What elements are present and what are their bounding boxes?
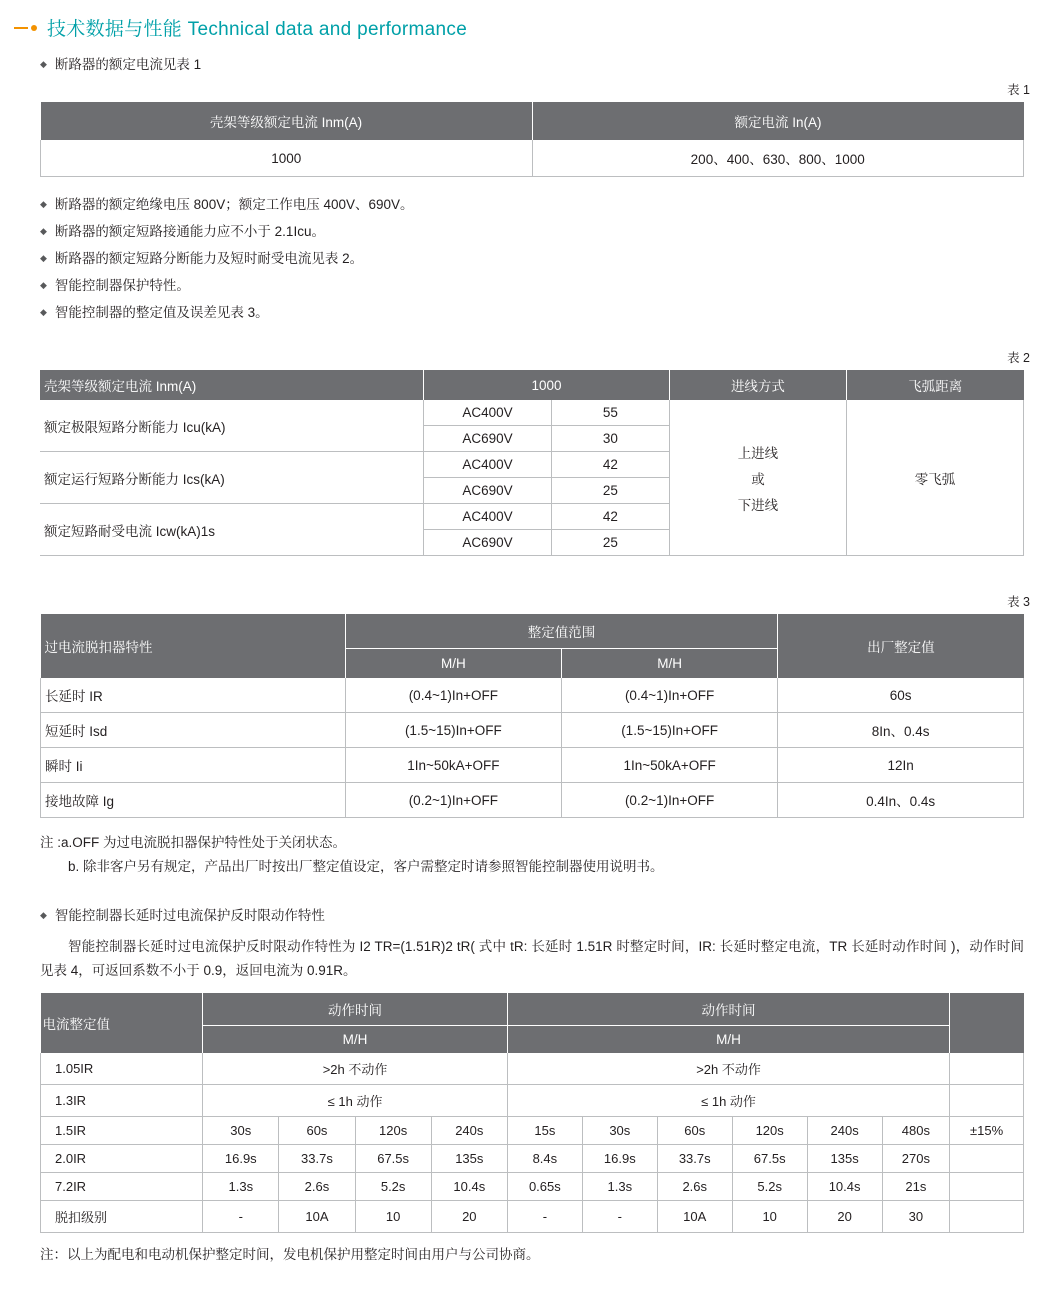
table2-arc-cell: 零飞弧 [846, 400, 1023, 556]
table4-row-label: 1.5IR [41, 1117, 203, 1145]
table-row [41, 678, 1024, 713]
table2-voltage: AC400V [424, 400, 552, 426]
diamond-icon: ◆ [40, 59, 47, 69]
table2-value: 30 [551, 426, 669, 452]
table3-subheader-mh-2: M/H [561, 649, 777, 679]
table4-value: 135s [807, 1145, 882, 1173]
bullet-label: 断路器的额定短路接通能力应不小于 2.1Icu。 [54, 224, 325, 239]
table2-header-frame: 壳架等级额定电流 Inm(A) [40, 370, 424, 400]
table3-factory: 0.4In、0.4s [778, 783, 1024, 818]
table-row [41, 614, 1024, 649]
table4-value: 16.9s [203, 1145, 279, 1173]
table3-row-label: 短延时 Isd [41, 713, 346, 748]
table4-value: 240s [431, 1117, 507, 1145]
note-a: 注 :a.OFF 为过电流脱扣器保护特性处于关闭状态。 [40, 835, 347, 850]
table4-value: 2.6s [279, 1173, 355, 1201]
table1-header-frame: 壳架等级额定电流 Inm(A) [41, 102, 533, 140]
bullet-item [40, 276, 1064, 295]
dash-icon [14, 27, 28, 29]
table4-row-label: 7.2IR [41, 1173, 203, 1201]
table4-tolerance [950, 1085, 1024, 1117]
table2-header-incoming: 进线方式 [669, 370, 846, 400]
table2-caption: 表 2 [1007, 351, 1030, 365]
bullet-label: 智能控制器长延时过电流保护反时限动作特性 [54, 908, 325, 923]
bullet-label: 断路器的额定绝缘电压 800V；额定工作电压 400V、690V。 [54, 197, 414, 212]
table4-subheader-mh-2: M/H [507, 1026, 949, 1054]
table-row [41, 1201, 1024, 1233]
table4-value: 67.5s [732, 1145, 807, 1173]
table3-range-2: (0.2~1)In+OFF [561, 783, 777, 818]
table4-header-current-setting: 电流整定值 [41, 993, 203, 1053]
table4-value: 135s [431, 1145, 507, 1173]
incoming-line: 或 [751, 471, 765, 487]
table-row [41, 1173, 1024, 1201]
table-row [41, 1085, 1024, 1117]
table4-subheader-mh-1: M/H [203, 1026, 508, 1054]
table4-value: 33.7s [657, 1145, 732, 1173]
table-row [41, 140, 1024, 177]
table4-row-label: 脱扣级别 [41, 1201, 203, 1233]
diamond-icon: ◆ [40, 253, 47, 263]
table2-header-1000: 1000 [424, 370, 670, 400]
table4-value: 120s [355, 1117, 431, 1145]
table-row [41, 1117, 1024, 1145]
table4-value: 1.3s [582, 1173, 657, 1201]
table2-value: 25 [551, 478, 669, 504]
table1-header-rated: 额定电流 In(A) [532, 102, 1024, 140]
table4-value: 240s [807, 1117, 882, 1145]
table4-value: 120s [732, 1117, 807, 1145]
table-row [41, 748, 1024, 783]
table-breaking-capacity [40, 370, 1024, 556]
table3-row-label: 瞬时 Ii [41, 748, 346, 783]
table4-row-label: 1.3IR [41, 1085, 203, 1117]
table4-value: - [582, 1201, 657, 1233]
table4-value: 10A [279, 1201, 355, 1233]
table4-value: 30s [203, 1117, 279, 1145]
table2-label-ics: 额定运行短路分断能力 Ics(kA) [40, 452, 424, 504]
table4-header-tolerance [950, 993, 1024, 1053]
table4-value: 10A [657, 1201, 732, 1233]
table4-value: 15s [507, 1117, 582, 1145]
bullet-item [40, 195, 1064, 214]
table3-row-label: 接地故障 Ig [41, 783, 346, 818]
table2-voltage: AC690V [424, 530, 552, 556]
table-row [40, 400, 1024, 426]
table4-value: 67.5s [355, 1145, 431, 1173]
table3-range-1: (0.2~1)In+OFF [345, 783, 561, 818]
note-b: b. 除非客户另有规定，产品出厂时按出厂整定值设定，客户需整定时请参照智能控制器使用说明书。 [68, 859, 664, 874]
table2-voltage: AC690V [424, 426, 552, 452]
table3-row-label: 长延时 IR [41, 678, 346, 713]
table3-factory: 60s [778, 678, 1024, 713]
table3-range-2: 1In~50kA+OFF [561, 748, 777, 783]
diamond-icon: ◆ [40, 199, 47, 209]
table4-header-group1: 动作时间 [203, 993, 508, 1026]
bullet-item [40, 55, 1064, 74]
table4-value: 20 [431, 1201, 507, 1233]
table4-value: 8.4s [507, 1145, 582, 1173]
bottom-note: 注：以上为配电和电动机保护整定时间，发电机保护用整定时间由用户与公司协商。 [40, 1247, 540, 1262]
table-row [41, 783, 1024, 818]
table4-wide-left: >2h 不动作 [203, 1053, 508, 1085]
table4-value: 5.2s [355, 1173, 431, 1201]
table3-caption: 表 3 [1007, 595, 1030, 609]
table4-value: 10.4s [807, 1173, 882, 1201]
table4-value: 30s [582, 1117, 657, 1145]
table3-range-1: (0.4~1)In+OFF [345, 678, 561, 713]
table4-value: 1.3s [203, 1173, 279, 1201]
table4-value: 60s [657, 1117, 732, 1145]
table3-range-1: 1In~50kA+OFF [345, 748, 561, 783]
table1-cell-frame-value: 1000 [41, 140, 533, 177]
bullet-item [40, 249, 1064, 268]
diamond-icon: ◆ [40, 910, 47, 920]
table4-value: 2.6s [657, 1173, 732, 1201]
table4-value: 16.9s [582, 1145, 657, 1173]
table-operating-time [40, 993, 1024, 1233]
table2-value: 42 [551, 452, 669, 478]
table4-tolerance: ±15% [950, 1117, 1024, 1145]
table-row [41, 993, 1024, 1026]
table3-factory: 8In、0.4s [778, 713, 1024, 748]
table4-value: 20 [807, 1201, 882, 1233]
bullet-label: 智能控制器保护特性。 [54, 278, 190, 293]
table-trip-settings [40, 614, 1024, 818]
table3-header-characteristic: 过电流脱扣器特性 [41, 614, 346, 678]
table4-value: - [203, 1201, 279, 1233]
table2-incoming-cell [669, 400, 846, 556]
bullet-label: 断路器的额定电流见表 1 [54, 57, 202, 72]
bullet-item [40, 222, 1064, 241]
table4-header-group2: 动作时间 [507, 993, 949, 1026]
bullet-label: 断路器的额定短路分断能力及短时耐受电流见表 2。 [54, 251, 364, 266]
diamond-icon: ◆ [40, 307, 47, 317]
page-title: 技术数据与性能 Technical data and performance [47, 19, 468, 40]
table4-value: 10 [355, 1201, 431, 1233]
incoming-line: 下进线 [737, 497, 779, 513]
table3-header-factory: 出厂整定值 [778, 614, 1024, 678]
table4-wide-left: ≤ 1h 动作 [203, 1085, 508, 1117]
bullet-item [40, 906, 1064, 925]
table-row [41, 1145, 1024, 1173]
table4-value: 10.4s [431, 1173, 507, 1201]
table3-header-range: 整定值范围 [345, 614, 778, 649]
table4-tolerance [950, 1145, 1024, 1173]
table4-value: 0.65s [507, 1173, 582, 1201]
table2-value: 42 [551, 504, 669, 530]
table4-value: 60s [279, 1117, 355, 1145]
table3-range-2: (1.5~15)In+OFF [561, 713, 777, 748]
table2-label-icu: 额定极限短路分断能力 Icu(kA) [40, 400, 424, 452]
table4-value: 30 [882, 1201, 950, 1233]
table2-header-arc: 飞弧距离 [846, 370, 1023, 400]
table4-value: - [507, 1201, 582, 1233]
table4-row-label: 2.0IR [41, 1145, 203, 1173]
diamond-icon: ◆ [40, 280, 47, 290]
table-row [41, 713, 1024, 748]
table-row [41, 1053, 1024, 1085]
table4-value: 33.7s [279, 1145, 355, 1173]
bullet-item [40, 303, 1064, 322]
table4-value: 480s [882, 1117, 950, 1145]
inverse-time-paragraph: 智能控制器长延时过电流保护反时限动作特性为 I2 TR=(1.51R)2 tR( 式中 tR: 长延时 1.51R 时整定时间，IR: 长延时整定电流，TR 长延时动作时间 )，动作时间见表 4，可返回系数不小于 0.9，返回电流为 0.91R。 [40, 939, 1024, 978]
table4-value: 21s [882, 1173, 950, 1201]
bullet-label: 智能控制器的整定值及误差见表 3。 [54, 305, 269, 320]
table4-wide-right: >2h 不动作 [507, 1053, 949, 1085]
table2-value: 25 [551, 530, 669, 556]
table2-voltage: AC400V [424, 452, 552, 478]
table4-value: 270s [882, 1145, 950, 1173]
table-row [41, 102, 1024, 140]
table3-subheader-mh-1: M/H [345, 649, 561, 679]
table4-value: 10 [732, 1201, 807, 1233]
page-header [0, 0, 1064, 47]
diamond-icon: ◆ [40, 226, 47, 236]
table3-range-2: (0.4~1)In+OFF [561, 678, 777, 713]
table-rated-current [40, 102, 1024, 177]
table2-value: 55 [551, 400, 669, 426]
table1-caption: 表 1 [1007, 83, 1030, 97]
table4-value: 5.2s [732, 1173, 807, 1201]
incoming-line: 上进线 [737, 445, 779, 461]
table-row [40, 370, 1024, 400]
table2-label-icw: 额定短路耐受电流 Icw(kA)1s [40, 504, 424, 556]
table1-cell-rated-values: 200、400、630、800、1000 [532, 140, 1024, 177]
table4-tolerance [950, 1201, 1024, 1233]
table3-factory: 12In [778, 748, 1024, 783]
table4-tolerance [950, 1173, 1024, 1201]
dot-icon [31, 25, 37, 31]
table4-tolerance [950, 1053, 1024, 1085]
table3-range-1: (1.5~15)In+OFF [345, 713, 561, 748]
table4-wide-right: ≤ 1h 动作 [507, 1085, 949, 1117]
table2-voltage: AC400V [424, 504, 552, 530]
table2-voltage: AC690V [424, 478, 552, 504]
table4-row-label: 1.05IR [41, 1053, 203, 1085]
